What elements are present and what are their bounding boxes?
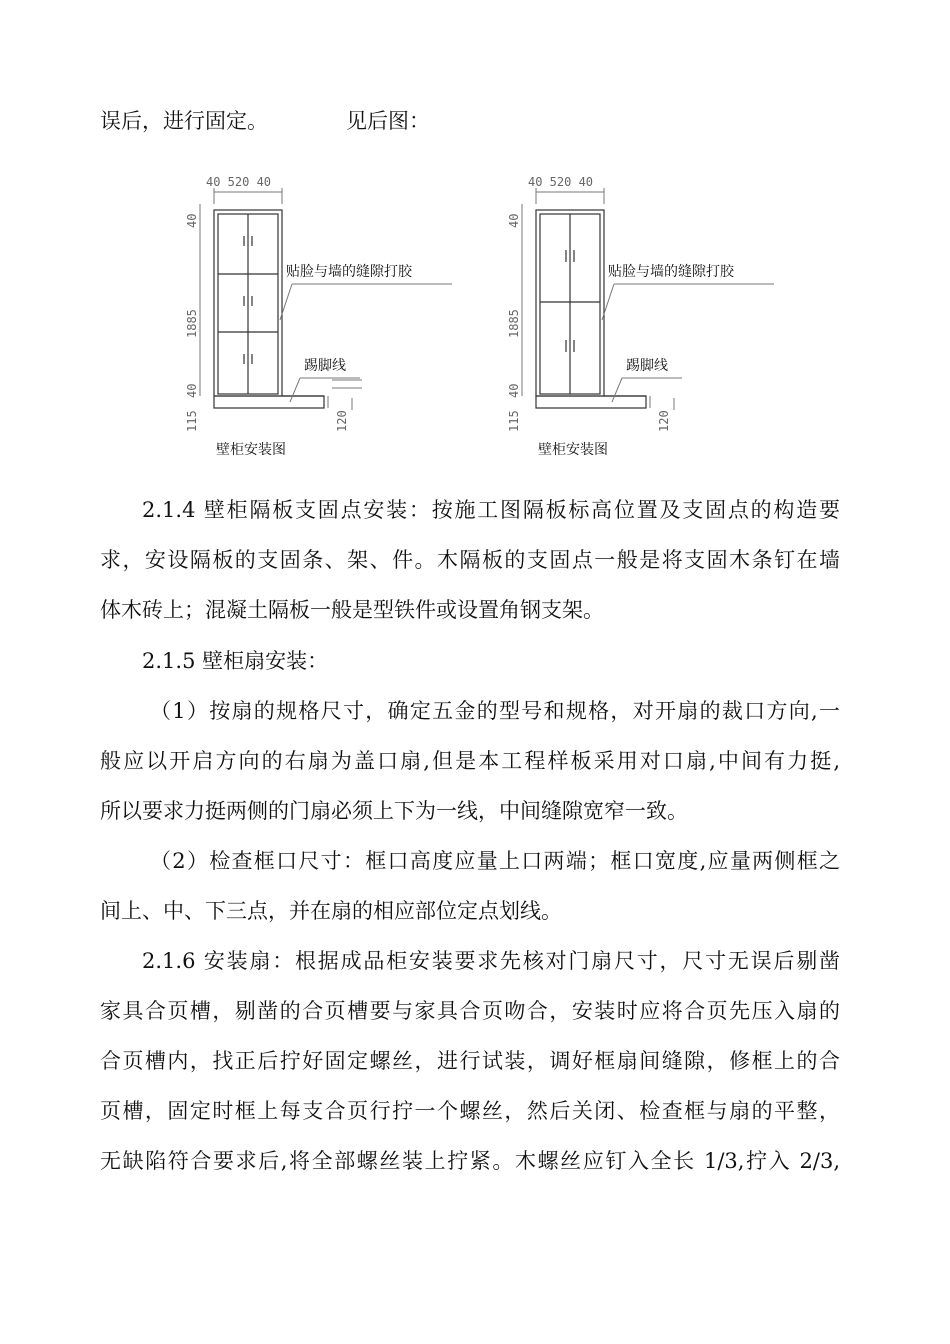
dim-height: 1885 (507, 309, 521, 338)
paragraph-line: 页槽，固定时框上每支合页行拧一个螺丝，然后关闭、检查框与扇的平整， (100, 1099, 840, 1123)
label-sealant: 贴脸与墙的缝隙打胶 (286, 264, 412, 280)
paragraph-line: 无缺陷符合要求后,将全部螺丝装上拧紧。木螺丝应钉入全长 1/3,拧入 2/3, (100, 1149, 840, 1173)
label-sealant: 贴脸与墙的缝隙打胶 (608, 264, 734, 280)
dim-height: 1885 (185, 309, 199, 338)
dim-bottom-115: 115 (507, 410, 521, 432)
paragraph-line: （1）按扇的规格尺寸，确定五金的型号和规格，对开扇的裁口方向,一 (150, 699, 840, 723)
paragraph-line: 合页槽内，找正后拧好固定螺丝，进行试装，调好框扇间缝隙，修框上的合 (100, 1049, 840, 1073)
dim-top-40: 40 (507, 213, 521, 228)
figure-cabinet-left (180, 170, 470, 470)
dim-120: 120 (335, 410, 349, 432)
caption: 壁柜安装图 (216, 442, 286, 458)
dim-top: 40 520 40 (206, 175, 272, 189)
figure-cabinet-right (502, 170, 792, 470)
paragraph-line: 间上、中、下三点，并在扇的相应部位定点划线。 (100, 899, 562, 923)
paragraph-line: 2.1.6 安装扇：根据成品柜安装要求先核对门扇尺寸，尺寸无误后剔凿 (142, 949, 840, 973)
paragraph-line: 般应以开启方向的右扇为盖口扇,但是本工程样板采用对口扇,中间有力挺, (100, 749, 840, 773)
paragraph-line: 所以要求力挺两侧的门扇必须上下为一线，中间缝隙宽窄一致。 (100, 799, 688, 823)
cabinet-drawing-right (502, 170, 792, 470)
dim-bottom-40: 40 (507, 383, 521, 398)
dim-120: 120 (657, 410, 671, 432)
intro-text: 误后，进行固定。 (100, 109, 268, 133)
dim-bottom-115: 115 (185, 410, 199, 432)
caption: 壁柜安装图 (538, 442, 608, 458)
cabinet-drawing-left (180, 170, 470, 470)
label-baseboard: 踢脚线 (626, 358, 668, 374)
paragraph-line: 家具合页槽，剔凿的合页槽要与家具合页吻合，安装时应将合页先压入扇的 (100, 999, 840, 1023)
paragraph-line: 2.1.4 壁柜隔板支固点安装：按施工图隔板标高位置及支固点的构造要 (142, 498, 840, 522)
label-baseboard: 踢脚线 (304, 358, 346, 374)
dim-top: 40 520 40 (528, 175, 594, 189)
intro-see: 见后图： (346, 109, 430, 133)
paragraph-line: （2）检查框口尺寸：框口高度应量上口两端；框口宽度,应量两侧框之 (150, 849, 840, 873)
paragraph-line: 体木砖上；混凝土隔板一般是型铁件或设置角钢支架。 (100, 598, 604, 622)
paragraph-line: 2.1.5 壁柜扇安装： (142, 649, 329, 673)
paragraph-line: 求，安设隔板的支固条、架、件。木隔板的支固点一般是将支固木条钉在墙 (100, 548, 840, 572)
intro-line (100, 108, 840, 134)
dim-top-40: 40 (185, 213, 199, 228)
dim-bottom-40: 40 (185, 383, 199, 398)
